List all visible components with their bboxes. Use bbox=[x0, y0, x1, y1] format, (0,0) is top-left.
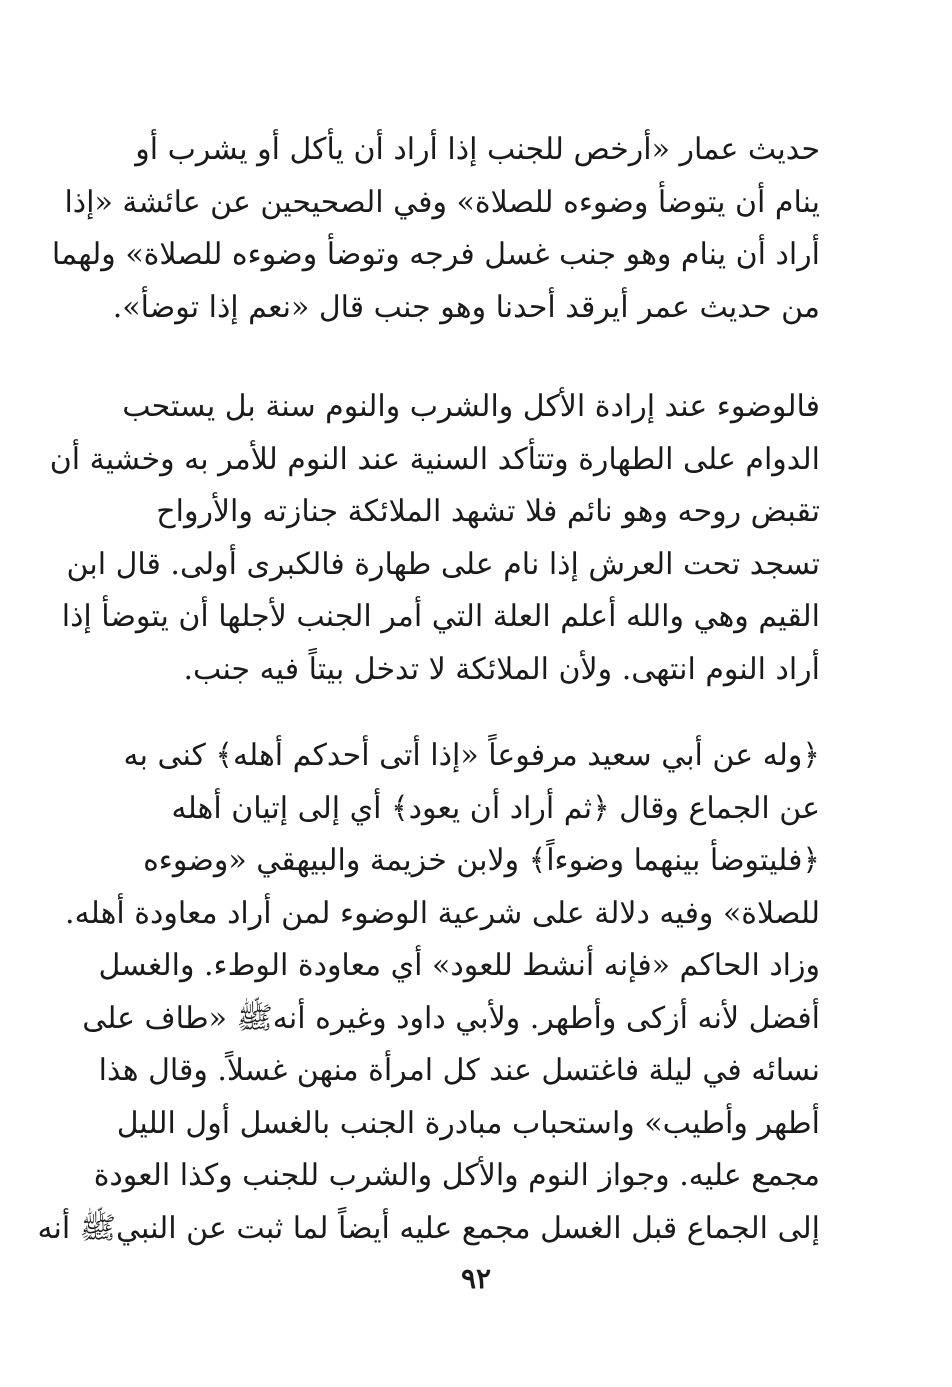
text-line: عن الجماع وقال ﴿ثم أراد أن يعود﴾ أي إلى إتيان أهله bbox=[171, 790, 820, 826]
text-line: نسائه في ليلة فاغتسل عند كل امرأة منهن غسلاً. وقال هذا bbox=[98, 1053, 820, 1088]
text-line: أراد أن ينام وهو جنب غسل فرجه وتوضأ وضوءه للصلاة» ولهما bbox=[51, 237, 820, 272]
text-line: ينام أن يتوضأ وضوءه للصلاة» وفي الصحيحين عن عائشة «إذا bbox=[64, 184, 820, 220]
text-line: فالوضوء عند إرادة الأكل والشرب والنوم سنة بل يستحب bbox=[122, 389, 820, 424]
paragraph-3 bbox=[37, 730, 820, 1255]
text-line: حديث عمار «أرخص للجنب إذا أراد أن يأكل أو يشرب أو bbox=[135, 132, 820, 167]
text-line: أطهر وأطيب» واستحباب مبادرة الجنب بالغسل أول الليل bbox=[116, 1105, 820, 1141]
text-line: ﴿وله عن أبي سعيد مرفوعاً «إذا أتى أحدكم أهله﴾ كنى به bbox=[123, 738, 820, 773]
text-line: للصلاة» وفيه دلالة على شرعية الوضوء لمن أراد معاودة أهله. bbox=[65, 895, 820, 931]
text-line: ﴿فليتوضأ بينهما وضوءاً﴾ ولابن خزيمة والبيهقي «وضوءه bbox=[143, 843, 820, 878]
text-line: تقبض روحه وهو نائم فلا تشهد الملائكة جنازته والأرواح bbox=[156, 494, 820, 529]
text-line: إلى الجماع قبل الغسل مجمع عليه أيضاً لما ثبت عن النبيﷺ أنه bbox=[37, 1210, 820, 1246]
text-line: الدوام على الطهارة وتتأكد السنية عند النوم للأمر به وخشية أن bbox=[49, 441, 820, 477]
text-line: مجمع عليه. وجواز النوم والأكل والشرب للجنب وكذا العودة bbox=[93, 1158, 820, 1193]
text-line: القيم وهي والله أعلم العلة التي أمر الجنب لأجلها أن يتوضأ إذا bbox=[61, 599, 820, 634]
text-line: وزاد الحاكم «فإنه أنشط للعود» أي معاودة الوطء. والغسل bbox=[98, 948, 820, 983]
text-line: تسجد تحت العرش إذا نام على طهارة فالكبرى أولى. قال ابن bbox=[66, 546, 820, 582]
text-line: أفضل لأنه أزكى وأطهر. ولأبي داود وغيره أنهﷺ «طاف على bbox=[82, 1000, 820, 1036]
page-number: ٩٢ bbox=[460, 1262, 492, 1295]
paragraph-1 bbox=[51, 124, 820, 334]
text-line: من حديث عمر أيرقد أحدنا وهو جنب قال «نعم إذا توضأ». bbox=[112, 289, 820, 325]
paragraph-2 bbox=[49, 381, 820, 696]
text-line: أراد النوم انتهى. ولأن الملائكة لا تدخل بيتاً فيه جنب. bbox=[183, 651, 820, 687]
